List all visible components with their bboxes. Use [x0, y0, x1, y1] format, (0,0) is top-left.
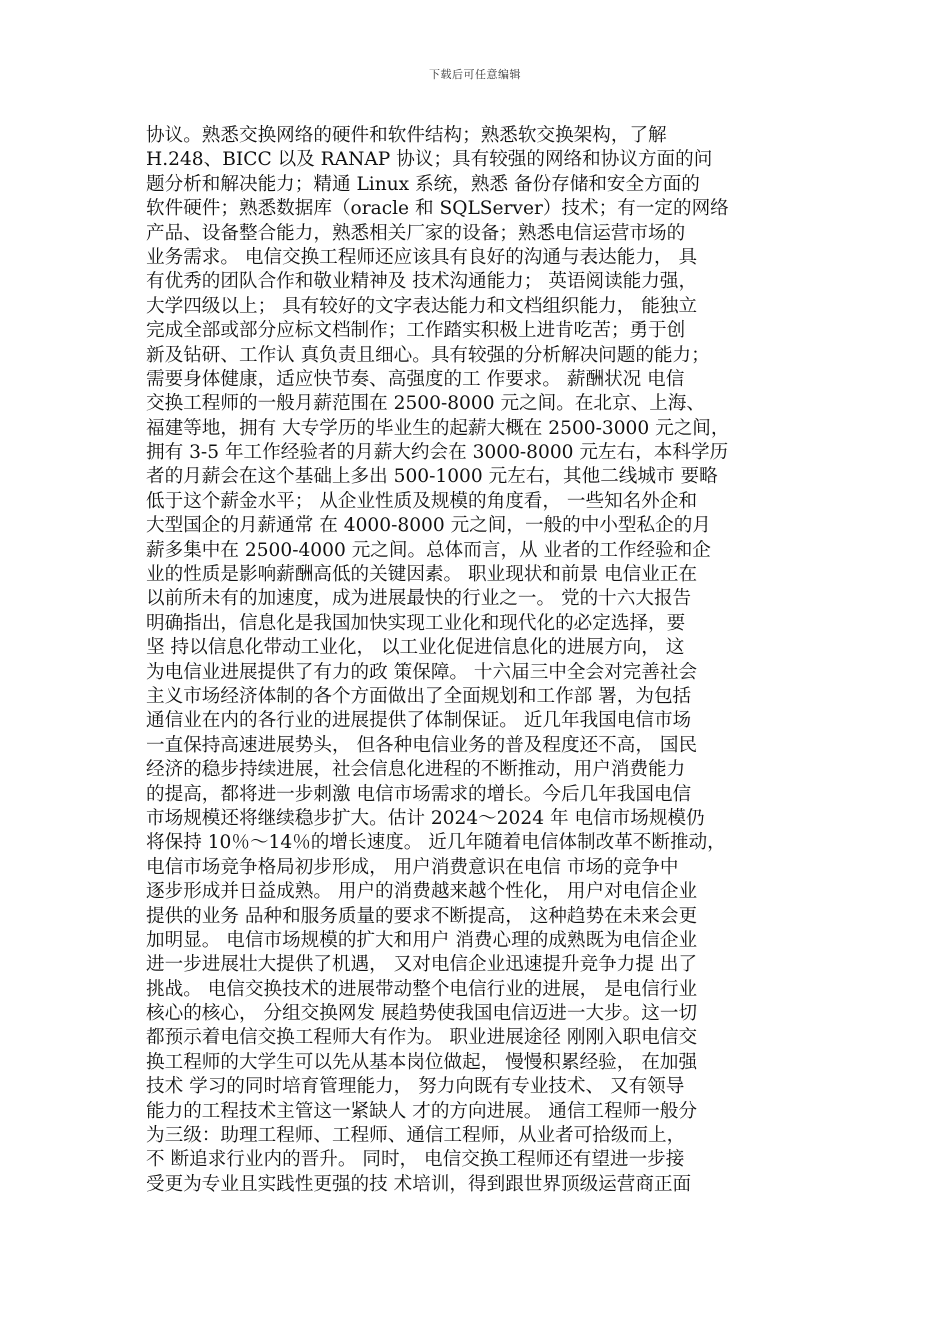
- text-line: 交换工程师的一般月薪范围在 2500-8000 元之间。在北京、上海、: [146, 393, 705, 415]
- text-line: 福建等地，拥有 大专学历的毕业生的起薪大概在 2500-3000 元之间，: [146, 417, 730, 439]
- text-line: 核心的核心， 分组交换网发 展趋势使我国电信迈进一大步。这一切: [146, 1003, 698, 1025]
- page-header: 下载后可任意编辑: [429, 68, 521, 81]
- text-line: 提供的业务 品种和服务质量的要求不断提高， 这种趋势在未来会更: [146, 905, 698, 927]
- text-line: 业务需求。 电信交换工程师还应该具有良好的沟通与表达能力， 具: [146, 246, 698, 268]
- text-line: 进一步进展壮大提供了机遇， 又对电信企业迅速提升竞争力提 出了: [146, 954, 698, 976]
- text-line: 以前所未有的加速度，成为进展最快的行业之一。 党的十六大报告: [146, 588, 692, 610]
- text-line: 产品、设备整合能力，熟悉相关厂家的设备；熟悉电信运营市场的: [146, 222, 686, 244]
- text-line: 通信业在内的各行业的进展提供了体制保证。 近几年我国电信市场: [146, 710, 692, 732]
- text-line: 为电信业进展提供了有力的政 策保障。 十六届三中全会对完善社会: [146, 661, 698, 683]
- text-line: H.248、BICC 以及 RANAP 协议；具有较强的网络和协议方面的问: [146, 149, 713, 171]
- text-line: 新及钻研、工作认 真负责且细心。具有较强的分析解决问题的能力；: [146, 344, 710, 366]
- text-line: 低于这个薪金水平； 从企业性质及规模的角度看， 一些知名外企和: [146, 490, 698, 512]
- text-line: 拥有 3-5 年工作经验者的月薪大约会在 3000-8000 元左右，本科学历: [146, 442, 729, 464]
- text-line: 的提高，都将进一步刺激 电信市场需求的增长。今后几年我国电信: [146, 783, 692, 805]
- text-line: 题分析和解决能力；精通 Linux 系统，熟悉 备份存储和安全方面的: [146, 173, 700, 195]
- text-line: 不 断追求行业内的晋升。 同时， 电信交换工程师还有望进一步接: [146, 1149, 685, 1171]
- text-line: 逐步形成并日益成熟。 用户的消费越来越个性化， 用户对电信企业: [146, 881, 698, 903]
- text-line: 为三级：助理工程师、工程师、通信工程师，从业者可拾级而上，: [146, 1125, 686, 1147]
- text-line: 挑战。 电信交换技术的进展带动整个电信行业的进展， 是电信行业: [146, 978, 698, 1000]
- text-line: 坚 持以信息化带动工业化， 以工业化促进信息化的进展方向， 这: [146, 637, 685, 659]
- text-line: 将保持 10％～14％的增长速度。 近几年随着电信体制改革不断推动，: [146, 832, 726, 854]
- text-line: 受更为专业且实践性更强的技 术培训，得到跟世界顶级运营商正面: [146, 1173, 692, 1195]
- text-line: 有优秀的团队合作和敬业精神及 技术沟通能力； 英语阅读能力强，: [146, 271, 698, 293]
- text-line: 协议。熟悉交换网络的硬件和软件结构；熟悉软交换架构，了解: [146, 125, 667, 146]
- text-line: 薪多集中在 2500-4000 元之间。总体而言，从 业者的工作经验和企: [146, 539, 711, 561]
- text-line: 大型国企的月薪通常 在 4000-8000 元之间，一般的中小型私企的月: [146, 515, 711, 537]
- text-line: 者的月薪会在这个基础上多出 500-1000 元左右，其他二线城市 要略: [146, 466, 718, 488]
- text-line: 经济的稳步持续进展，社会信息化进程的不断推动，用户消费能力: [146, 759, 686, 781]
- text-line: 市场规模还将继续稳步扩大。估计 2024～2024 年 电信市场规模仍: [146, 807, 705, 829]
- text-line: 换工程师的大学生可以先从基本岗位做起， 慢慢积累经验， 在加强: [146, 1051, 698, 1073]
- text-line: 一直保持高速进展势头， 但各种电信业务的普及程度还不高， 国民: [146, 734, 698, 756]
- text-line: 完成全部或部分应标文档制作；工作踏实积极上进肯吃苦；勇于创: [146, 320, 686, 342]
- text-line: 大学四级以上； 具有较好的文字表达能力和文档组织能力， 能独立: [146, 295, 698, 317]
- text-line: 电信市场竞争格局初步形成， 用户消费意识在电信 市场的竞争中: [146, 856, 679, 878]
- text-line: 加明显。 电信市场规模的扩大和用户 消费心理的成熟既为电信企业: [146, 929, 698, 951]
- text-line: 业的性质是影响薪酬高低的关键因素。 职业现状和前景 电信业正在: [146, 564, 698, 586]
- text-line: 明确指出，信息化是我国加快实现工业化和现代化的必定选择，要: [146, 612, 686, 634]
- text-line: 软件硬件；熟悉数据库（oracle 和 SQLServer）技术；有一定的网络: [146, 198, 729, 220]
- text-line: 都预示着电信交换工程师大有作为。 职业进展途径 刚刚入职电信交: [146, 1027, 698, 1049]
- text-line: 技术 学习的同时培育管理能力， 努力向既有专业技术、 又有领导: [146, 1076, 685, 1098]
- text-line: 主义市场经济体制的各个方面做出了全面规划和工作部 署，为包括: [146, 685, 692, 707]
- text-line: 能力的工程技术主管这一紧缺人 才的方向进展。 通信工程师一般分: [146, 1100, 698, 1122]
- text-line: 需要身体健康，适应快节奏、高强度的工 作要求。 薪酬状况 电信: [146, 368, 685, 390]
- body-text: [146, 124, 814, 1197]
